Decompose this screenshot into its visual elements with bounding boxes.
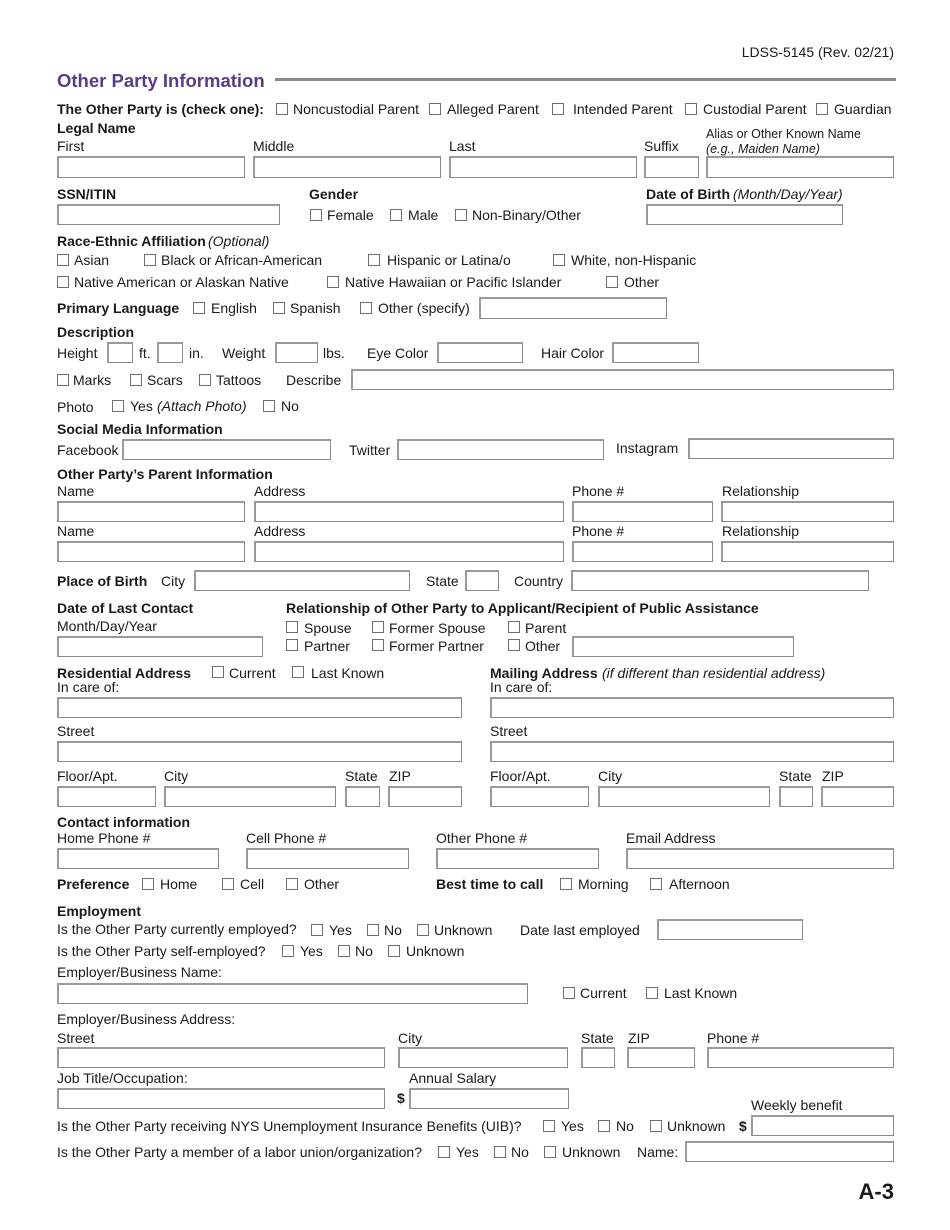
spanish-label: Spanish: [290, 300, 341, 316]
pref-other-checkbox[interactable]: [286, 878, 298, 890]
uib-yes-label: Yes: [561, 1118, 584, 1134]
asian-label: Asian: [74, 252, 110, 268]
parent2-address-label: Address: [254, 523, 306, 539]
legal-name-label: Legal Name: [57, 120, 136, 136]
twitter-label: Twitter: [349, 442, 391, 458]
relationship-label: Relationship of Other Party to Applicant/Recipient of Public Assistance: [286, 600, 759, 616]
email-field[interactable]: [626, 848, 894, 869]
self-no-checkbox[interactable]: [338, 945, 350, 957]
lbs-label: lbs.: [323, 345, 345, 361]
tattoos-label: Tattoos: [216, 372, 262, 388]
ssn-label: SSN/ITIN: [57, 186, 117, 202]
home-phone-field[interactable]: [57, 848, 219, 869]
employer-name-field[interactable]: [57, 983, 528, 1004]
marks-label: Marks: [73, 372, 112, 388]
parent2-name-field[interactable]: [57, 541, 245, 562]
residential-current-checkbox[interactable]: [212, 666, 224, 678]
hair-color-field[interactable]: [612, 342, 699, 363]
last-contact-format: Month/Day/Year: [57, 618, 157, 634]
facebook-label: Facebook: [57, 442, 119, 458]
res-street-field[interactable]: [57, 741, 462, 762]
home-phone-label: Home Phone #: [57, 830, 151, 846]
dob-label: Date of Birth: [646, 186, 730, 202]
facebook-field[interactable]: [122, 439, 331, 460]
page-number: A-3: [858, 1179, 894, 1204]
parent-info-label: Other Party’s Parent Information: [57, 466, 273, 482]
employed-no-checkbox[interactable]: [367, 924, 379, 936]
emp-city-label: City: [398, 1030, 423, 1046]
res-zip-label: ZIP: [389, 768, 411, 784]
race-hint: (Optional): [208, 233, 270, 249]
female-checkbox[interactable]: [310, 209, 322, 221]
weekly-benefit-label: Weekly benefit: [751, 1097, 843, 1113]
former-partner-label: Former Partner: [389, 638, 484, 654]
former-spouse-checkbox[interactable]: [372, 621, 384, 633]
former-partner-checkbox[interactable]: [372, 639, 384, 651]
male-label: Male: [408, 207, 439, 223]
mail-street-label: Street: [490, 723, 528, 739]
weekly-benefit-field[interactable]: [751, 1115, 894, 1136]
email-label: Email Address: [626, 830, 716, 846]
salary-dollar: $: [397, 1090, 405, 1106]
suffix-field[interactable]: [644, 156, 699, 178]
race-other-label: Other: [624, 274, 660, 290]
last-contact-label: Date of Last Contact: [57, 600, 194, 616]
employed-yes-label: Yes: [329, 922, 352, 938]
english-checkbox[interactable]: [193, 302, 205, 314]
parent1-name-field[interactable]: [57, 501, 245, 522]
male-checkbox[interactable]: [390, 209, 402, 221]
parent1-relationship-field[interactable]: [721, 501, 894, 522]
photo-no-label: No: [281, 398, 299, 414]
parent-label: Parent: [525, 620, 567, 636]
employment-label: Employment: [57, 903, 142, 919]
union-no-label: No: [511, 1144, 529, 1160]
marks-checkbox[interactable]: [57, 374, 69, 386]
res-state-field[interactable]: [345, 786, 380, 807]
language-other-field[interactable]: [479, 297, 667, 319]
photo-yes-hint: (Attach Photo): [157, 398, 247, 414]
dob-field[interactable]: [646, 204, 843, 225]
birth-country-label: Country: [514, 573, 564, 589]
alias-label: Alias or Other Known Name: [706, 127, 861, 141]
employer-address-label: Employer/Business Address:: [57, 1011, 236, 1027]
employed-yes-checkbox[interactable]: [311, 924, 323, 936]
parent1-relationship-label: Relationship: [722, 483, 800, 499]
form-id: LDSS-5145 (Rev. 02/21): [741, 44, 894, 60]
res-floor-field[interactable]: [57, 786, 156, 807]
mailing-hint: (if different than residential address): [602, 665, 826, 681]
self-unknown-checkbox[interactable]: [388, 945, 400, 957]
former-spouse-label: Former Spouse: [389, 620, 486, 636]
parent2-phone-field[interactable]: [572, 541, 713, 562]
parent2-phone-label: Phone #: [572, 523, 625, 539]
union-no-checkbox[interactable]: [494, 1146, 506, 1158]
other-phone-label: Other Phone #: [436, 830, 528, 846]
describe-field[interactable]: [351, 369, 894, 390]
mail-street-field[interactable]: [490, 741, 894, 762]
in-label: in.: [189, 345, 204, 361]
mail-in-care-of-label: In care of:: [490, 679, 553, 695]
q-uib: Is the Other Party receiving NYS Unemployment Insurance Benefits (UIB)?: [57, 1118, 522, 1134]
emp-city-field[interactable]: [398, 1047, 568, 1068]
noncustodial-parent-checkbox[interactable]: [276, 103, 288, 115]
salary-label: Annual Salary: [409, 1070, 497, 1086]
birth-state-label: State: [426, 573, 459, 589]
instagram-field[interactable]: [688, 438, 894, 459]
other-phone-field[interactable]: [436, 848, 599, 869]
gender-label: Gender: [309, 186, 359, 202]
language-other-label: Other (specify): [378, 300, 470, 316]
native-american-checkbox[interactable]: [57, 276, 69, 288]
q-union: Is the Other Party a member of a labor union/organization?: [57, 1144, 422, 1160]
mail-state-field[interactable]: [779, 786, 813, 807]
white-checkbox[interactable]: [553, 254, 565, 266]
middle-name-field[interactable]: [253, 156, 441, 178]
pref-home-checkbox[interactable]: [142, 878, 154, 890]
last-name-field[interactable]: [449, 156, 637, 178]
middle-name-label: Middle: [253, 138, 295, 154]
hair-color-label: Hair Color: [541, 345, 605, 361]
employed-unknown-label: Unknown: [434, 922, 493, 938]
employer-name-label: Employer/Business Name:: [57, 964, 222, 980]
pref-cell-checkbox[interactable]: [222, 878, 234, 890]
uib-unknown-checkbox[interactable]: [650, 1120, 662, 1132]
section-title: Other Party Information: [57, 70, 265, 91]
employed-unknown-checkbox[interactable]: [417, 924, 429, 936]
photo-yes-checkbox[interactable]: [112, 400, 124, 412]
parent2-address-field[interactable]: [254, 541, 564, 562]
weight-field[interactable]: [275, 342, 318, 363]
pref-cell-label: Cell: [240, 876, 265, 892]
photo-no-checkbox[interactable]: [263, 400, 275, 412]
suffix-label: Suffix: [644, 138, 679, 154]
birth-country-field[interactable]: [571, 570, 869, 591]
res-city-field[interactable]: [164, 786, 336, 807]
guardian-checkbox[interactable]: [816, 103, 828, 115]
noncustodial-parent-label: Noncustodial Parent: [293, 101, 420, 117]
last-contact-field[interactable]: [57, 636, 263, 657]
mailing-label: Mailing Address: [490, 665, 598, 681]
party-type-label: The Other Party is (check one):: [57, 101, 264, 117]
uib-yes-checkbox[interactable]: [543, 1120, 555, 1132]
spouse-checkbox[interactable]: [286, 621, 298, 633]
pref-other-label: Other: [304, 876, 340, 892]
title-divider: [275, 78, 896, 81]
birth-state-field[interactable]: [465, 570, 499, 591]
dob-hint: (Month/Day/Year): [733, 186, 843, 202]
nonbinary-label: Non-Binary/Other: [472, 207, 581, 223]
self-unknown-label: Unknown: [406, 943, 465, 959]
ft-label: ft.: [139, 345, 151, 361]
parent1-address-label: Address: [254, 483, 306, 499]
union-name-label: Name:: [637, 1144, 679, 1160]
employed-no-label: No: [384, 922, 402, 938]
residential-current-label: Current: [229, 665, 276, 681]
tattoos-checkbox[interactable]: [199, 374, 211, 386]
residential-label: Residential Address: [57, 665, 192, 681]
employer-last-known-checkbox[interactable]: [646, 987, 658, 999]
mail-city-field[interactable]: [598, 786, 770, 807]
scars-label: Scars: [147, 372, 183, 388]
hispanic-label: Hispanic or Latina/o: [387, 252, 511, 268]
parent2-relationship-label: Relationship: [722, 523, 800, 539]
emp-street-label: Street: [57, 1030, 95, 1046]
height-label: Height: [57, 345, 98, 361]
birth-city-field[interactable]: [194, 570, 410, 591]
emp-zip-label: ZIP: [628, 1030, 650, 1046]
parent2-relationship-field[interactable]: [721, 541, 894, 562]
pref-home-label: Home: [160, 876, 198, 892]
instagram-label: Instagram: [616, 440, 679, 456]
union-yes-checkbox[interactable]: [438, 1146, 450, 1158]
relationship-other-label: Other: [525, 638, 561, 654]
residential-last-known-checkbox[interactable]: [292, 666, 304, 678]
white-label: White, non-Hispanic: [571, 252, 697, 268]
race-other-checkbox[interactable]: [606, 276, 618, 288]
scars-checkbox[interactable]: [130, 374, 142, 386]
spanish-checkbox[interactable]: [273, 302, 285, 314]
alias-hint: (e.g., Maiden Name): [706, 142, 820, 156]
self-yes-checkbox[interactable]: [282, 945, 294, 957]
mail-floor-label: Floor/Apt.: [490, 768, 551, 784]
res-state-label: State: [345, 768, 378, 784]
weekly-benefit-dollar: $: [739, 1118, 747, 1134]
parent1-address-field[interactable]: [254, 501, 564, 522]
mail-floor-field[interactable]: [490, 786, 589, 807]
salary-field[interactable]: [409, 1088, 569, 1109]
native-hawaiian-checkbox[interactable]: [327, 276, 339, 288]
q-self-employed: Is the Other Party self-employed?: [57, 943, 266, 959]
guardian-label: Guardian: [834, 101, 892, 117]
q-employed: Is the Other Party currently employed?: [57, 921, 297, 937]
nonbinary-checkbox[interactable]: [455, 209, 467, 221]
union-yes-label: Yes: [456, 1144, 479, 1160]
date-last-employed-label: Date last employed: [520, 922, 640, 938]
parent-checkbox[interactable]: [508, 621, 520, 633]
morning-label: Morning: [578, 876, 629, 892]
job-title-label: Job Title/Occupation:: [57, 1070, 188, 1086]
parent2-name-label: Name: [57, 523, 95, 539]
weight-label: Weight: [222, 345, 266, 361]
res-floor-label: Floor/Apt.: [57, 768, 118, 784]
last-name-label: Last: [449, 138, 476, 154]
custodial-parent-label: Custodial Parent: [703, 101, 807, 117]
union-unknown-checkbox[interactable]: [544, 1146, 556, 1158]
height-in-field[interactable]: [157, 342, 183, 363]
language-other-checkbox[interactable]: [360, 302, 372, 314]
language-label: Primary Language: [57, 300, 180, 316]
twitter-field[interactable]: [397, 439, 604, 460]
uib-no-checkbox[interactable]: [598, 1120, 610, 1132]
eye-color-field[interactable]: [437, 342, 523, 363]
description-label: Description: [57, 324, 135, 340]
emp-phone-label: Phone #: [707, 1030, 760, 1046]
emp-state-field[interactable]: [581, 1047, 615, 1068]
intended-parent-label: Intended Parent: [573, 101, 673, 117]
alleged-parent-label: Alleged Parent: [447, 101, 539, 117]
race-label: Race-Ethnic Affiliation: [57, 233, 206, 249]
employer-current-checkbox[interactable]: [563, 987, 575, 999]
partner-checkbox[interactable]: [286, 639, 298, 651]
native-hawaiian-label: Native Hawaiian or Pacific Islander: [345, 274, 562, 290]
contact-label: Contact information: [57, 814, 190, 830]
mail-state-label: State: [779, 768, 812, 784]
morning-checkbox[interactable]: [560, 878, 572, 890]
mail-zip-label: ZIP: [822, 768, 844, 784]
cell-phone-field[interactable]: [246, 848, 409, 869]
residential-last-known-label: Last Known: [311, 665, 385, 681]
parent1-phone-label: Phone #: [572, 483, 625, 499]
native-american-label: Native American or Alaskan Native: [74, 274, 289, 290]
english-label: English: [211, 300, 257, 316]
asian-checkbox[interactable]: [57, 254, 69, 266]
photo-label: Photo: [57, 399, 94, 415]
best-time-label: Best time to call: [436, 876, 544, 892]
intended-parent-checkbox[interactable]: [552, 103, 564, 115]
eye-color-label: Eye Color: [367, 345, 429, 361]
custodial-parent-checkbox[interactable]: [685, 103, 697, 115]
emp-zip-field[interactable]: [627, 1047, 695, 1068]
black-checkbox[interactable]: [144, 254, 156, 266]
alleged-parent-checkbox[interactable]: [429, 103, 441, 115]
job-title-field[interactable]: [57, 1088, 385, 1109]
self-no-label: No: [355, 943, 373, 959]
uib-unknown-label: Unknown: [667, 1118, 726, 1134]
union-name-field[interactable]: [685, 1141, 894, 1162]
afternoon-checkbox[interactable]: [650, 878, 662, 890]
describe-label: Describe: [286, 372, 342, 388]
relationship-other-checkbox[interactable]: [508, 639, 520, 651]
hispanic-checkbox[interactable]: [368, 254, 380, 266]
self-yes-label: Yes: [300, 943, 323, 959]
ssn-field[interactable]: [57, 204, 280, 225]
date-last-employed-field[interactable]: [657, 919, 803, 940]
parent1-name-label: Name: [57, 483, 95, 499]
social-label: Social Media Information: [57, 421, 223, 437]
photo-yes-label: Yes: [130, 398, 153, 414]
parent1-phone-field[interactable]: [572, 501, 713, 522]
res-in-care-of-field[interactable]: [57, 697, 462, 718]
res-city-label: City: [164, 768, 189, 784]
uib-no-label: No: [616, 1118, 634, 1134]
mail-city-label: City: [598, 768, 623, 784]
employer-last-known-label: Last Known: [664, 985, 738, 1001]
afternoon-label: Afternoon: [669, 876, 730, 892]
black-label: Black or African-American: [161, 252, 323, 268]
birthplace-label: Place of Birth: [57, 573, 148, 589]
emp-phone-field[interactable]: [707, 1047, 894, 1068]
first-name-field[interactable]: [57, 156, 245, 178]
res-zip-field[interactable]: [388, 786, 462, 807]
first-name-label: First: [57, 138, 85, 154]
employer-current-label: Current: [580, 985, 627, 1001]
relationship-other-field[interactable]: [572, 636, 794, 657]
union-unknown-label: Unknown: [562, 1144, 621, 1160]
res-in-care-of-label: In care of:: [57, 679, 120, 695]
height-ft-field[interactable]: [107, 342, 133, 363]
alias-field[interactable]: [706, 156, 894, 178]
emp-state-label: State: [581, 1030, 614, 1046]
mail-in-care-of-field[interactable]: [490, 697, 894, 718]
birth-city-label: City: [161, 573, 186, 589]
female-label: Female: [327, 207, 374, 223]
emp-street-field[interactable]: [57, 1047, 385, 1068]
preference-label: Preference: [57, 876, 130, 892]
res-street-label: Street: [57, 723, 95, 739]
mail-zip-field[interactable]: [821, 786, 894, 807]
cell-phone-label: Cell Phone #: [246, 830, 327, 846]
partner-label: Partner: [304, 638, 350, 654]
spouse-label: Spouse: [304, 620, 352, 636]
